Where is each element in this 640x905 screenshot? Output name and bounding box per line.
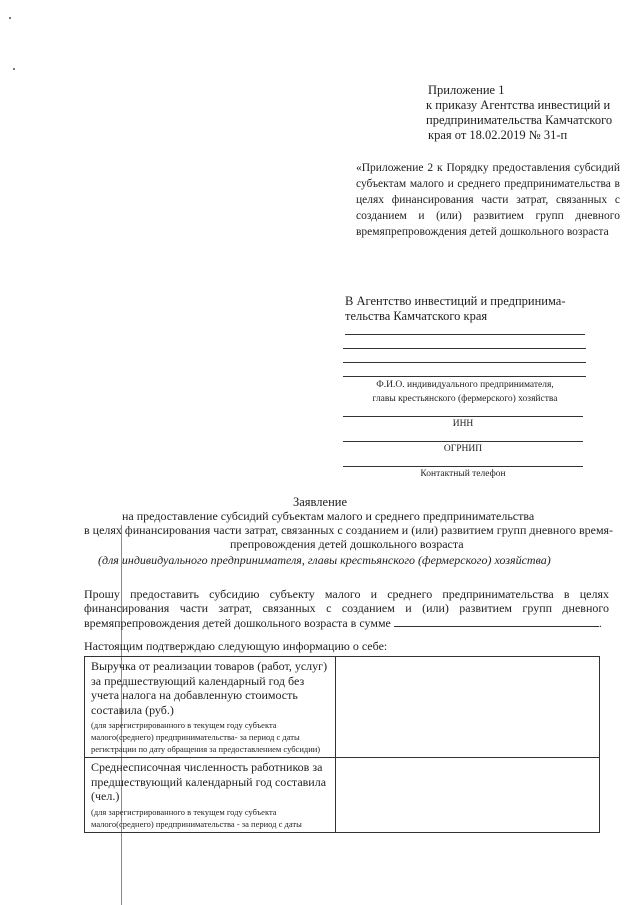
statement-subtitle: (для индивидуального предпринимателя, главы крестьянского (фермерского) хозяйства) bbox=[98, 553, 551, 567]
addressee-line: тельства Камчатского края bbox=[345, 309, 488, 323]
revenue-note: (для зарегистрированного в текущем году субъекта малого(среднего) предпринимательства- за период с даты регистрации по дату обращения за предоставлением субсидии) bbox=[91, 720, 321, 754]
inn-blank-line bbox=[343, 416, 583, 417]
revenue-label-cell bbox=[85, 657, 336, 758]
statement-title: Заявление bbox=[292, 495, 347, 509]
table-row bbox=[85, 758, 600, 833]
statement-subtitle: в целях финансирования части затрат, связанных с созданием и (или) развитием групп дневного время- bbox=[84, 523, 614, 537]
request-end: . bbox=[598, 616, 602, 630]
revenue-label: Выручка от реализации товаров (работ, услуг) за предшествующий календарный год без учета налога на добавленную стоимость составила (руб.) bbox=[91, 659, 328, 717]
ogrnip-blank-line bbox=[343, 441, 583, 442]
scan-speck bbox=[13, 68, 15, 70]
fio-blank-line bbox=[343, 348, 586, 349]
fio-caption: главы крестьянского (фермерского) хозяйства bbox=[372, 394, 558, 404]
fio-blank-line bbox=[345, 334, 585, 335]
fio-caption: Ф.И.О. индивидуального предпринимателя, bbox=[376, 380, 554, 390]
appendix-header bbox=[428, 83, 628, 143]
revenue-value-cell[interactable] bbox=[336, 657, 600, 758]
headcount-value-cell[interactable] bbox=[336, 758, 600, 833]
headcount-label-cell bbox=[85, 758, 336, 833]
order-reference: «Приложение 2 к Порядку предоставления субсидий субъектам малого и среднего предпринимательства в целях финансирования части затрат, связанных с созданием и (или) развитием групп дневного времяпрепровождения детей дошкольного возраста bbox=[356, 162, 620, 238]
appendix-line: предпринимательства Камчатского bbox=[426, 113, 613, 127]
fio-blank-line bbox=[343, 362, 586, 363]
table-row bbox=[85, 657, 600, 758]
phone-caption: Контактный телефон bbox=[420, 469, 506, 479]
request-text: Прошу предоставить субсидию субъекту малого и среднего предпринимательства в целях финансирования части затрат, связанных с созданием и (или) развитием групп дневного времяпрепровождения детей дошкольного возраста в сумме bbox=[84, 587, 609, 630]
ogrnip-caption: ОГРНИП bbox=[443, 444, 483, 454]
headcount-note: (для зарегистрированного в текущем году субъекта малого(среднего) предпринимательства - за период с даты bbox=[91, 806, 302, 829]
addressee-line: В Агентство инвестиций и предпринима- bbox=[345, 294, 566, 308]
scan-speck bbox=[9, 17, 11, 19]
addressee bbox=[345, 294, 595, 324]
statement-subtitle: на предоставление субсидий субъектам малого и среднего предпринимательства bbox=[122, 509, 535, 523]
request-paragraph bbox=[84, 587, 609, 630]
inn-caption: ИНН bbox=[452, 419, 474, 429]
appendix-line: Приложение 1 bbox=[428, 83, 505, 97]
appendix-line: к приказу Агентства инвестиций и bbox=[426, 98, 611, 112]
headcount-label: Среднесписочная численность работников за предшествующий календарный год составила (чел.) bbox=[91, 760, 327, 803]
confirm-text: Настоящим подтверждаю следующую информацию о себе: bbox=[84, 639, 388, 653]
info-table bbox=[84, 656, 600, 833]
statement-subtitle: препровождения детей дошкольного возраста bbox=[230, 537, 464, 551]
fio-blank-line bbox=[343, 376, 586, 377]
phone-blank-line bbox=[343, 466, 583, 467]
amount-field[interactable] bbox=[394, 615, 599, 627]
appendix-line: края от 18.02.2019 № 31-п bbox=[428, 128, 568, 142]
